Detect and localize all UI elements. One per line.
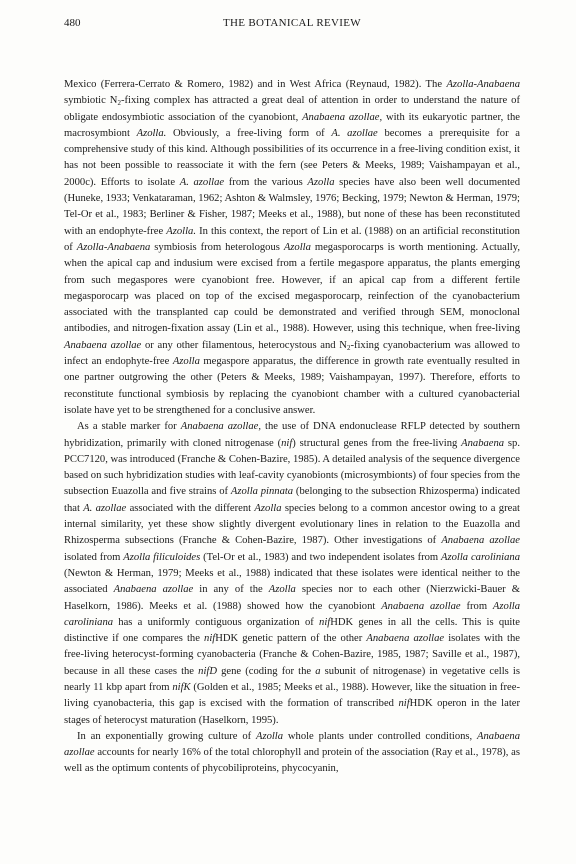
running-header: [64, 17, 520, 33]
text-run: gene (coding for the: [216, 665, 316, 677]
text-run: species have also been well documented (Huneke, 1933; Venkataraman, 1962; Ashton & Walmsley, 1976; Becking, 1979; Newton & Herman, 1979; Tel-Or et al., 1983; Berliner & Fisher, 1987; Meeks et al., 1988), but none of these has been reconstituted with an endophyte-free: [64, 176, 521, 237]
italic-run: Anabaena azollae,: [180, 421, 261, 433]
text-run: megasporocarps is worth mentioning. Actually, when the apical cap and indusium were excised from a fertile megaspore apparatus, the plants emerging from such megaspores were cyanobiont free. However, if an apical cap from a different fertile megasporocarp was placed on top of the excised megasporocarp, reinfection of the cyanobacterium associated with the transplanted cap could be demonstrated and verified through SEM, monoclonal antibodies, and nitrogen-fixation assay (Lin et al., 1988). However, using this technique, when free-living: [64, 241, 520, 335]
text-run: (Newton & Herman, 1979; Meeks et al., 1988) indicated that these isolates were identical neither to the associated: [64, 567, 520, 596]
italic-run: Azolla.: [166, 225, 196, 237]
text-run: species nor to each other (Nierzwicki-Bauer & Haselkorn, 1986). Meeks et al. (1988) showed how the cyanobiont: [64, 584, 520, 612]
text-run: (belonging to the subsection Rhizosperma) indicated that: [64, 486, 520, 514]
italic-run: nif: [319, 616, 331, 628]
italic-run: Azolla: [268, 584, 296, 596]
italic-run: Anabaena: [461, 437, 505, 449]
text-run: from: [460, 600, 493, 612]
text-run: As a stable marker for: [77, 421, 181, 433]
text-run: HDK genes in all the cells. This is quite distinctive if one compares the: [64, 616, 521, 645]
text-run: Obviously, a free-living form of: [166, 127, 332, 139]
paragraph-2: [64, 419, 520, 729]
paragraph-1: [64, 77, 520, 419]
italic-run: a: [315, 665, 321, 677]
text-run: isolates with the free-living heterocyst-forming cyanobacteria (Franche & Cohen-Bazire, 1985, 1987; Saville et al., 1987), because in all these cases the: [64, 633, 520, 677]
text-run: -fixing cyanobacterium was allowed to infect an endophyte-free: [64, 339, 520, 368]
italic-run: nif: [398, 698, 410, 710]
text-run: associated with the different: [126, 502, 255, 514]
italic-run: Anabaena azollae: [64, 339, 142, 351]
italic-run: Azolla caroliniana: [64, 600, 520, 628]
italic-run: Azolla: [255, 730, 284, 742]
text-run: from the various: [224, 176, 308, 188]
text-run: symbiotic N: [64, 95, 118, 107]
text-run: Mexico (Ferrera-Cerrato & Romero, 1982) and in West Africa (Reynaud, 1982). The: [64, 79, 447, 90]
italic-run: A. azollae: [83, 502, 127, 514]
text-run: has a uniformly contiguous organization of: [113, 616, 320, 628]
italic-run: nif: [204, 633, 216, 645]
text-run: (Tel-Or et al., 1983) and two independent isolates from: [200, 551, 442, 563]
italic-run: Azolla: [172, 356, 200, 368]
text-run: or any other filamentous, heterocystous and N: [141, 339, 347, 351]
text-run: HDK genetic pattern of the other: [215, 633, 367, 645]
text-run: megaspore apparatus, the difference in growth rate eventually resulted in one partner outgrowing the other (Peters & Meeks, 1989; Vaishampayan, 1997). Therefore, efforts to reconstitute functional symbiosis by replacing the cyanobiont chamber with a cultured cyanobacterial isolate have yet to be strengthened for a conclusive answer.: [64, 356, 520, 416]
running-title: THE BOTANICAL REVIEW: [223, 17, 361, 29]
text-run: HDK operon in the later stages of heterocyst maturation (Haselkorn, 1995).: [64, 698, 520, 726]
italic-run: nifD: [198, 665, 217, 677]
text-run: ) structural genes from the free-living: [292, 437, 462, 449]
italic-run: Anabaena azollae: [381, 600, 461, 612]
text-run: whole plants under controlled conditions,: [283, 730, 478, 742]
page-number: 480: [64, 17, 81, 29]
italic-run: Azolla: [254, 502, 282, 514]
text-run: in any of the: [193, 584, 269, 596]
italic-run: A. azollae: [331, 127, 378, 139]
text-run: -fixing complex has attracted a great deal of attention in order to understand the nature of obligate endosymbiotic association of the cyanobiont,: [64, 95, 520, 123]
text-run: subunit of nitrogenase) in vegetative cells is nearly 11 kbp apart from: [64, 665, 520, 693]
italic-run: Azolla: [307, 176, 335, 188]
italic-run: Anabaena azollae,: [302, 111, 383, 123]
text-run: the use of DNA endonuclease RFLP detected by southern hybridization, primarily with cloned nitrogenase (: [64, 421, 520, 449]
text-run: symbiosis from heterologous: [150, 241, 284, 253]
italic-run: nif: [281, 437, 293, 449]
subscript-run: 2: [346, 343, 351, 352]
italic-run: Azolla-Anabaena: [446, 79, 520, 90]
italic-run: Azolla filiculoides: [123, 551, 201, 563]
text-run: species belong to a common ancestor owing to a great internal similarity, yet these show slightly divergent evolutionary lines in relation to the Euazolla and Rhizosperma subsections (Franche & Cohen-Bazire, 1987). Other investigations of: [64, 502, 520, 547]
italic-run: nifK: [172, 681, 191, 693]
text-run: with its eukaryotic partner, the macrosymbiont: [64, 111, 520, 139]
body-text: [64, 77, 520, 778]
text-run: In an exponentially growing culture of: [77, 730, 256, 742]
text-run: sp. PCC7120, was introduced (Franche & Cohen-Bazire, 1985). A detailed analysis of the sequence divergence based on such hybridization studies with leaf-cavity cyanobionts (microsymbionts) of four species from the subsection Euazolla and five strains of: [64, 437, 521, 498]
text-run: (Golden et al., 1985; Meeks et al., 1988). However, like the situation in free-living cyanobacteria, this gap is excised with the formation of transcribed: [64, 681, 520, 710]
italic-run: Anabaena azollae: [113, 584, 194, 596]
italic-run: Azolla-Anabaena: [76, 241, 151, 253]
italic-run: Anabaena azollae: [64, 730, 520, 759]
italic-run: Azolla: [283, 241, 311, 253]
subscript-run: 2: [117, 99, 121, 108]
paragraph-3: [64, 729, 520, 778]
text-run: In this context, the report of Lin et al. (1988) on an artificial reconstitution of: [64, 225, 520, 253]
italic-run: Azolla.: [136, 127, 167, 139]
italic-run: Azolla caroliniana: [441, 551, 520, 563]
italic-run: Anabaena azollae: [441, 535, 520, 547]
italic-run: Anabaena azollae: [366, 633, 445, 645]
italic-run: A. azollae: [179, 176, 225, 188]
text-run: accounts for nearly 16% of the total chlorophyll and protein of the association (Ray et al., 1978), as well as the optimum contents of phycobiliproteins, phycocyanin,: [64, 747, 520, 775]
italic-run: Azolla pinnata: [230, 486, 294, 498]
text-run: isolated from: [64, 551, 124, 563]
text-run: becomes a prerequisite for a comprehensive study of this kind. Although possibilities of its occurrence in a free-living condition exist, it has not been possible to reassociate it with the fern (see Peters & Meeks, 1989; Vaishampayan et al., 2000c). Efforts to isolate: [64, 127, 520, 188]
